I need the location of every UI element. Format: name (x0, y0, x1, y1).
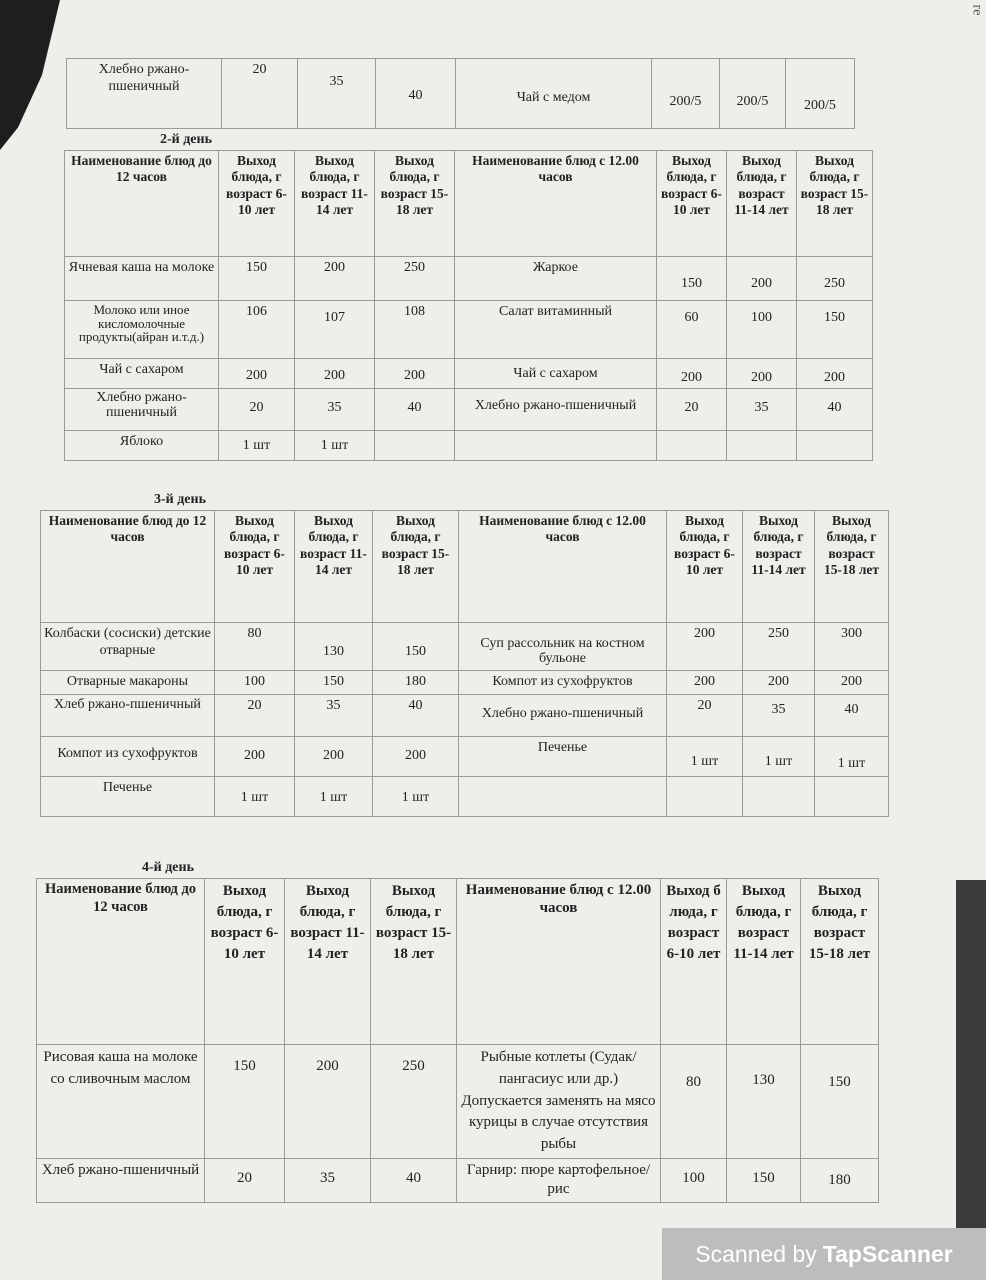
value-cell: 35 (298, 59, 376, 129)
dish-name: Салат витаминный (455, 301, 657, 359)
value-cell: 300 (815, 623, 889, 671)
value-cell: 200 (219, 359, 295, 389)
day4-label: 4-й день (142, 860, 194, 875)
table-row (41, 695, 889, 737)
header-col3: Выход блюда, г возраст 15-18 лет (371, 879, 457, 1045)
table-row (37, 1045, 879, 1159)
dish-name: Жаркое (455, 257, 657, 301)
header-right-name: Наименование блюд с 12.00 часов (457, 879, 661, 1045)
dish-name: Молоко или иное кисломолочные продукты(айран и.т.д.) (65, 301, 219, 359)
table-row (41, 671, 889, 695)
value-cell: 35 (743, 695, 815, 737)
scan-shadow-right (956, 880, 986, 1280)
value-cell (375, 431, 455, 461)
dish-name: Хлебно ржано-пшеничный (459, 695, 667, 737)
value-cell: 35 (295, 389, 375, 431)
dish-name: Хлеб ржано-пшеничный (41, 695, 215, 737)
value-cell: 150 (657, 257, 727, 301)
header-col3: Выход блюда, г возраст 15-18 лет (815, 511, 889, 623)
table-row (65, 359, 873, 389)
value-cell: 20 (657, 389, 727, 431)
header-row (65, 151, 873, 257)
header-col3: Выход блюда, г возраст 15-18 лет (375, 151, 455, 257)
value-cell: 1 шт (743, 737, 815, 777)
value-cell: 20 (219, 389, 295, 431)
table-row (41, 777, 889, 817)
value-cell: 1 шт (215, 777, 295, 817)
dish-name: Рисовая каша на молоке со сливочным маслом (37, 1045, 205, 1159)
value-cell: 250 (375, 257, 455, 301)
table-row (65, 389, 873, 431)
header-right-name: Наименование блюд с 12.00 часов (455, 151, 657, 257)
value-cell: 200 (743, 671, 815, 695)
value-cell: 200 (657, 359, 727, 389)
value-cell: 35 (727, 389, 797, 431)
value-cell: 200/5 (720, 59, 786, 129)
dish-name (455, 431, 657, 461)
header-right-name: Наименование блюд с 12.00 часов (459, 511, 667, 623)
value-cell: 1 шт (667, 737, 743, 777)
header-left-name: Наименование блюд до 12 часов (65, 151, 219, 257)
value-cell: 40 (373, 695, 459, 737)
value-cell: 100 (661, 1158, 727, 1202)
value-cell: 150 (373, 623, 459, 671)
value-cell: 106 (219, 301, 295, 359)
value-cell: 200 (373, 737, 459, 777)
value-cell: 200/5 (786, 59, 855, 129)
value-cell: 1 шт (373, 777, 459, 817)
value-cell: 200 (375, 359, 455, 389)
dish-name: Хлебно ржано-пшеничный (67, 59, 222, 129)
watermark-prefix: Scanned by (695, 1240, 817, 1267)
header-col1: Выход блюда, г возраст 6-10 лет (657, 151, 727, 257)
value-cell: 250 (371, 1045, 457, 1159)
dish-name: Чай с медом (456, 59, 652, 129)
table-row (67, 59, 855, 129)
value-cell: 60 (657, 301, 727, 359)
header-col1: Выход блюда, г возраст 6-10 лет (667, 511, 743, 623)
value-cell: 150 (295, 671, 373, 695)
value-cell: 40 (376, 59, 456, 129)
day3-label: 3-й день (154, 492, 206, 507)
header-col1: Выход блюда, г возраст 6-10 лет (219, 151, 295, 257)
dish-name: Печенье (459, 737, 667, 777)
dish-name (459, 777, 667, 817)
value-cell (727, 431, 797, 461)
value-cell: 200 (295, 257, 375, 301)
day3-table (40, 510, 889, 817)
value-cell: 180 (373, 671, 459, 695)
value-cell (667, 777, 743, 817)
value-cell: 200 (667, 671, 743, 695)
header-row (41, 511, 889, 623)
table-row (41, 737, 889, 777)
top-row-table (66, 58, 855, 129)
value-cell: 150 (205, 1045, 285, 1159)
table-row (65, 431, 873, 461)
value-cell: 1 шт (295, 777, 373, 817)
value-cell: 1 шт (219, 431, 295, 461)
watermark-brand: TapScanner (822, 1240, 953, 1267)
value-cell: 200 (727, 359, 797, 389)
value-cell (657, 431, 727, 461)
value-cell: 1 шт (815, 737, 889, 777)
value-cell: 200 (797, 359, 873, 389)
dish-name: Хлебно ржано-пшеничный (455, 389, 657, 431)
header-col3: Выход блюда, г возраст 15-18 лет (797, 151, 873, 257)
value-cell: 200 (815, 671, 889, 695)
header-col2: Выход блюда, г возраст 11-14 лет (727, 151, 797, 257)
header-col1: Выход блюда, г возраст 6-10 лет (205, 879, 285, 1045)
value-cell: 20 (205, 1158, 285, 1202)
header-col1: Выход блюда, г возраст 6-10 лет (215, 511, 295, 623)
dish-name: Чай с сахаром (455, 359, 657, 389)
header-row (37, 879, 879, 1045)
dish-name: Суп рассольник на костном бульоне (459, 623, 667, 671)
value-cell: 107 (295, 301, 375, 359)
value-cell: 200 (285, 1045, 371, 1159)
value-cell: 35 (285, 1158, 371, 1202)
value-cell: 35 (295, 695, 373, 737)
value-cell: 20 (222, 59, 298, 129)
table-row (37, 1158, 879, 1202)
header-col2: Выход блюда, г возраст 11-14 лет (295, 511, 373, 623)
dish-name: Колбаски (сосиски) детские отварные (41, 623, 215, 671)
dish-name: Хлеб ржано-пшеничный (37, 1158, 205, 1202)
dish-name: Чай с сахаром (65, 359, 219, 389)
header-left-name: Наименование блюд до 12 часов (37, 879, 205, 1045)
dish-name: Компот из сухофруктов (41, 737, 215, 777)
value-cell: 150 (219, 257, 295, 301)
value-cell: 100 (215, 671, 295, 695)
dish-name: Компот из сухофруктов (459, 671, 667, 695)
header-col1: Выход блюда, г возраст 6-10 лет (661, 879, 727, 1045)
header-col2: Выход блюда, г возраст 11-14 лет (295, 151, 375, 257)
value-cell (815, 777, 889, 817)
corner-text: re (969, 4, 985, 16)
dish-name: Гарнир: пюре картофельное/рис (457, 1158, 661, 1202)
dish-name: Отварные макароны (41, 671, 215, 695)
dish-name: Хлебно ржано-пшеничный (65, 389, 219, 431)
day2-table (64, 150, 873, 461)
day2-label: 2-й день (160, 132, 212, 147)
value-cell: 20 (667, 695, 743, 737)
value-cell: 1 шт (295, 431, 375, 461)
dish-name: Рыбные котлеты (Судак/пангасиус или др.) Допускается заменять на мясо курицы в случае отсутствия рыбы (457, 1045, 661, 1159)
value-cell: 80 (661, 1045, 727, 1159)
dish-name: Ячневая каша на молоке (65, 257, 219, 301)
value-cell: 40 (371, 1158, 457, 1202)
scanner-watermark (662, 1228, 986, 1280)
table-row (65, 301, 873, 359)
value-cell: 200 (215, 737, 295, 777)
value-cell: 100 (727, 301, 797, 359)
table-row (41, 623, 889, 671)
value-cell: 150 (727, 1158, 801, 1202)
value-cell: 130 (727, 1045, 801, 1159)
dish-name: Печенье (41, 777, 215, 817)
value-cell: 200 (667, 623, 743, 671)
value-cell (797, 431, 873, 461)
table-row (65, 257, 873, 301)
value-cell (743, 777, 815, 817)
header-col3: Выход блюда, г возраст 15-18 лет (373, 511, 459, 623)
value-cell: 200 (295, 359, 375, 389)
value-cell: 180 (801, 1158, 879, 1202)
dish-name: Яблоко (65, 431, 219, 461)
value-cell: 250 (743, 623, 815, 671)
value-cell: 40 (797, 389, 873, 431)
value-cell: 200 (295, 737, 373, 777)
header-col3: Выход блюда, г возраст 15-18 лет (801, 879, 879, 1045)
header-col2: Выход блюда, г возраст 11-14 лет (285, 879, 371, 1045)
value-cell: 80 (215, 623, 295, 671)
header-left-name: Наименование блюд до 12 часов (41, 511, 215, 623)
value-cell: 150 (797, 301, 873, 359)
value-cell: 250 (797, 257, 873, 301)
value-cell: 200 (727, 257, 797, 301)
scan-shadow-left (0, 0, 60, 150)
value-cell: 108 (375, 301, 455, 359)
value-cell: 40 (815, 695, 889, 737)
value-cell: 40 (375, 389, 455, 431)
value-cell: 150 (801, 1045, 879, 1159)
day4-table (36, 878, 879, 1203)
value-cell: 200/5 (652, 59, 720, 129)
value-cell: 20 (215, 695, 295, 737)
header-col2: Выход блюда, г возраст 11-14 лет (727, 879, 801, 1045)
header-col2: Выход блюда, г возраст 11-14 лет (743, 511, 815, 623)
value-cell: 130 (295, 623, 373, 671)
